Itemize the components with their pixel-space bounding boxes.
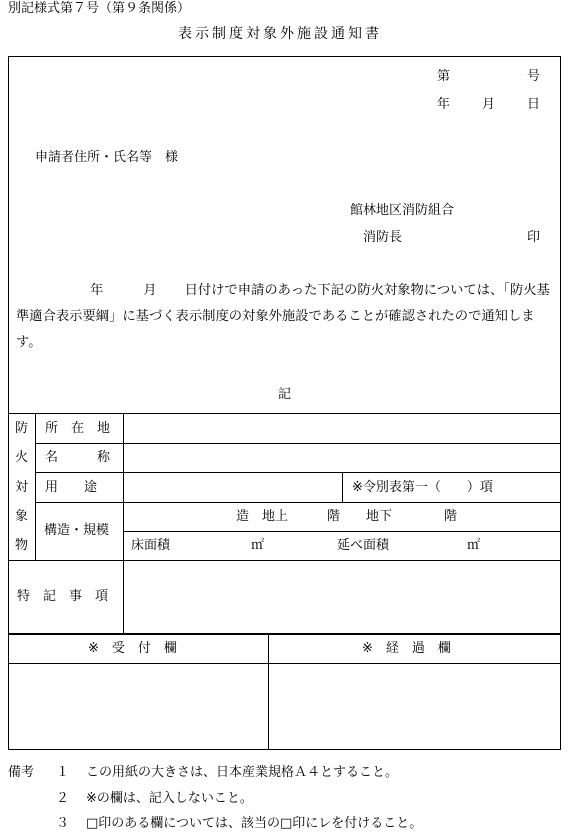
date-year: 年	[437, 97, 451, 112]
floor-area-label: 床面積	[131, 538, 171, 553]
structure-label: 構造・規模	[44, 523, 110, 538]
col-line-2	[123, 413, 124, 634]
name-label: 名 称	[45, 450, 111, 465]
row-line-1	[35, 443, 561, 444]
floor-area-unit: ㎡	[251, 538, 265, 553]
ki-label: 記	[278, 387, 292, 402]
row-line-3	[35, 502, 561, 503]
progress-label: ※ 経 過 欄	[362, 641, 451, 656]
reception-label: ※ 受 付 欄	[88, 641, 177, 656]
notice-paragraph	[16, 278, 556, 356]
row-line-2	[35, 472, 561, 473]
notes-heading: 備考	[8, 765, 35, 780]
side-label-1: 防	[15, 421, 29, 436]
body-date-year: 年	[90, 283, 104, 298]
side-label-5: 物	[15, 538, 29, 553]
side-label-4: 象	[15, 509, 29, 524]
col-line-1	[35, 413, 36, 560]
col-line-lower	[268, 634, 269, 750]
use-note: ※令別表第一（ ）項	[352, 480, 493, 495]
document-title: 表示制度対象外施設通知書	[178, 26, 382, 42]
date-day: 日	[527, 97, 541, 112]
note-2-num: ２	[56, 791, 70, 806]
body-date-month: 月	[143, 283, 157, 298]
issuer-title: 消防長	[363, 230, 403, 245]
structure-value: 造 地上 階 地下 階	[236, 509, 458, 524]
note-3-num: ３	[56, 816, 70, 831]
note-1-text: この用紙の大きさは、日本産業規格Ａ４とすること。	[86, 765, 399, 780]
use-label: 用 途	[45, 480, 98, 495]
side-label-2: 火	[15, 450, 29, 465]
date-month: 月	[482, 97, 496, 112]
doc-number-dai: 第	[437, 69, 451, 84]
row-line-4	[124, 531, 561, 532]
row-line-5	[8, 560, 561, 561]
remarks-label: 特 記 事 項	[17, 589, 109, 604]
issuer-org: 館林地区消防組合	[350, 203, 455, 218]
note-1-num: １	[56, 765, 70, 780]
doc-number-go: 号	[527, 69, 541, 84]
body-text: 日付けで申請のあった下記の防火対象物については、「防火基準適合表示要綱」に基づく表示制度の対象外施設であることが確認されたので通知します。	[16, 283, 550, 350]
total-area-unit: ㎡	[467, 538, 481, 553]
total-area-label: 延べ面積	[337, 538, 390, 553]
side-label-3: 対	[15, 480, 29, 495]
note-2-text: ※の欄は、記入しないこと。	[86, 791, 253, 806]
issuer-seal: 印	[527, 230, 541, 245]
addressee: 申請者住所・氏名等 様	[35, 150, 179, 165]
note-3-text: □印のある欄については、該当の□印にレを付けること。	[86, 816, 423, 831]
table-top-line	[8, 413, 561, 414]
form-label: 別記様式第７号（第９条関係）	[8, 1, 191, 16]
location-label: 所 在 地	[45, 421, 111, 436]
col-line-3	[342, 472, 343, 502]
lower-header-line	[8, 663, 561, 664]
